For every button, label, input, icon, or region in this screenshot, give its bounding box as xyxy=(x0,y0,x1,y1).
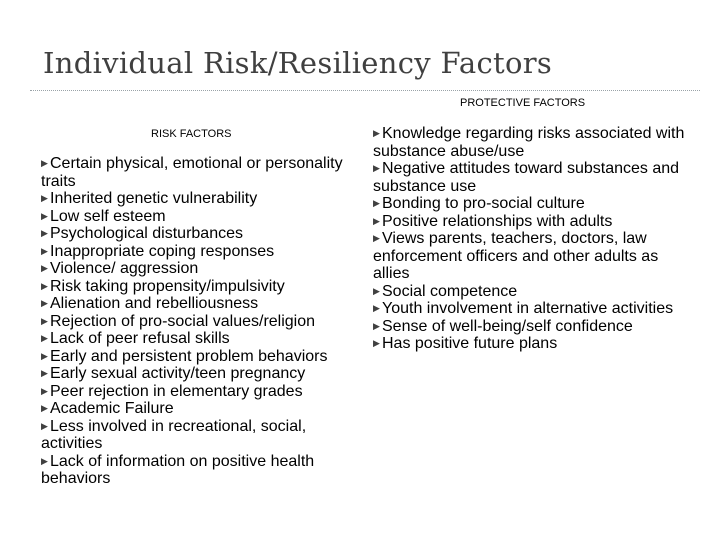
protective-factor-item xyxy=(373,160,698,195)
triangle-bullet-icon: ▶ xyxy=(41,193,48,203)
triangle-bullet-icon: ▶ xyxy=(41,403,48,413)
triangle-bullet-icon: ▶ xyxy=(41,298,48,308)
risk-factor-item xyxy=(41,400,361,418)
triangle-bullet-icon: ▶ xyxy=(373,163,380,173)
factor-text: Lack of information on positive health behaviors xyxy=(41,452,315,487)
risk-factor-item xyxy=(41,365,361,383)
triangle-bullet-icon: ▶ xyxy=(373,303,380,313)
factor-text: Bonding to pro-social culture xyxy=(382,195,585,212)
factor-text: Rejection of pro-social values/religion xyxy=(50,312,316,330)
triangle-bullet-icon: ▶ xyxy=(373,285,380,296)
triangle-bullet-icon: ▶ xyxy=(41,280,48,291)
factor-text: Early sexual activity/teen pregnancy xyxy=(50,365,306,382)
protective-factor-item xyxy=(373,230,698,283)
triangle-bullet-icon: ▶ xyxy=(41,210,48,221)
factor-text: Less involved in recreational, social, activities xyxy=(41,417,307,452)
factor-text: Social competence xyxy=(382,282,518,300)
protective-factor-item xyxy=(373,213,698,231)
slide-title: Individual Risk/Resiliency Factors xyxy=(43,46,553,80)
risk-factor-item xyxy=(41,313,361,331)
triangle-bullet-icon: ▶ xyxy=(41,455,48,466)
protective-factor-item xyxy=(373,195,698,213)
risk-factor-item xyxy=(41,190,361,208)
protective-factors-list xyxy=(373,125,698,353)
factor-text: Has positive future plans xyxy=(382,335,558,352)
factor-text: Inherited genetic vulnerability xyxy=(50,190,258,207)
triangle-bullet-icon: ▶ xyxy=(373,198,380,208)
risk-factor-item xyxy=(41,208,361,226)
risk-factor-item xyxy=(41,225,361,243)
protective-factor-item xyxy=(373,318,698,336)
factor-text: Certain physical, emotional or personality traits xyxy=(41,155,343,190)
triangle-bullet-icon: ▶ xyxy=(373,233,380,243)
risk-factor-item xyxy=(41,260,361,278)
factor-text: Psychological disturbances xyxy=(50,225,243,242)
protective-factors-heading: PROTECTIVE FACTORS xyxy=(460,97,586,109)
triangle-bullet-icon: ▶ xyxy=(41,333,48,343)
triangle-bullet-icon: ▶ xyxy=(41,420,48,431)
factor-text: Negative attitudes toward substances and substance use xyxy=(373,160,680,195)
protective-factor-item xyxy=(373,125,698,160)
triangle-bullet-icon: ▶ xyxy=(373,128,380,138)
title-divider xyxy=(30,90,700,91)
risk-factor-item xyxy=(41,418,361,453)
risk-factor-item xyxy=(41,453,361,488)
factor-text: Lack of peer refusal skills xyxy=(50,330,230,347)
risk-factor-item xyxy=(41,295,361,313)
factor-text: Positive relationships with adults xyxy=(382,212,613,230)
triangle-bullet-icon: ▶ xyxy=(41,228,48,238)
risk-factor-item xyxy=(41,383,361,401)
risk-factor-item xyxy=(41,348,361,366)
factor-text: Peer rejection in elementary grades xyxy=(50,382,303,400)
triangle-bullet-icon: ▶ xyxy=(41,350,48,361)
risk-factor-item xyxy=(41,278,361,296)
risk-factor-item xyxy=(41,243,361,261)
protective-factor-item xyxy=(373,335,698,353)
factor-text: Views parents, teachers, doctors, law enforcement officers and other adults as allies xyxy=(373,230,659,282)
risk-factors-heading: RISK FACTORS xyxy=(151,128,232,140)
factor-text: Knowledge regarding risks associated with substance abuse/use xyxy=(373,125,685,160)
factor-text: Alienation and rebelliousness xyxy=(50,295,259,312)
factor-text: Inappropriate coping responses xyxy=(50,242,275,260)
triangle-bullet-icon: ▶ xyxy=(41,158,48,168)
protective-factor-item xyxy=(373,283,698,301)
factor-text: Youth involvement in alternative activities xyxy=(382,300,674,317)
triangle-bullet-icon: ▶ xyxy=(373,215,380,226)
triangle-bullet-icon: ▶ xyxy=(373,320,380,331)
triangle-bullet-icon: ▶ xyxy=(41,245,48,256)
risk-factor-item xyxy=(41,330,361,348)
triangle-bullet-icon: ▶ xyxy=(41,368,48,378)
factor-text: Early and persistent problem behaviors xyxy=(50,347,328,365)
factor-text: Risk taking propensity/impulsivity xyxy=(50,277,285,295)
triangle-bullet-icon: ▶ xyxy=(373,338,380,348)
protective-factor-item xyxy=(373,300,698,318)
factor-text: Sense of well-being/self confidence xyxy=(382,317,633,335)
triangle-bullet-icon: ▶ xyxy=(41,315,48,326)
risk-factors-list xyxy=(41,155,361,488)
factor-text: Violence/ aggression xyxy=(50,260,199,277)
factor-text: Low self esteem xyxy=(50,207,166,225)
factor-text: Academic Failure xyxy=(50,400,174,417)
triangle-bullet-icon: ▶ xyxy=(41,385,48,396)
risk-factor-item xyxy=(41,155,361,190)
triangle-bullet-icon: ▶ xyxy=(41,263,48,273)
